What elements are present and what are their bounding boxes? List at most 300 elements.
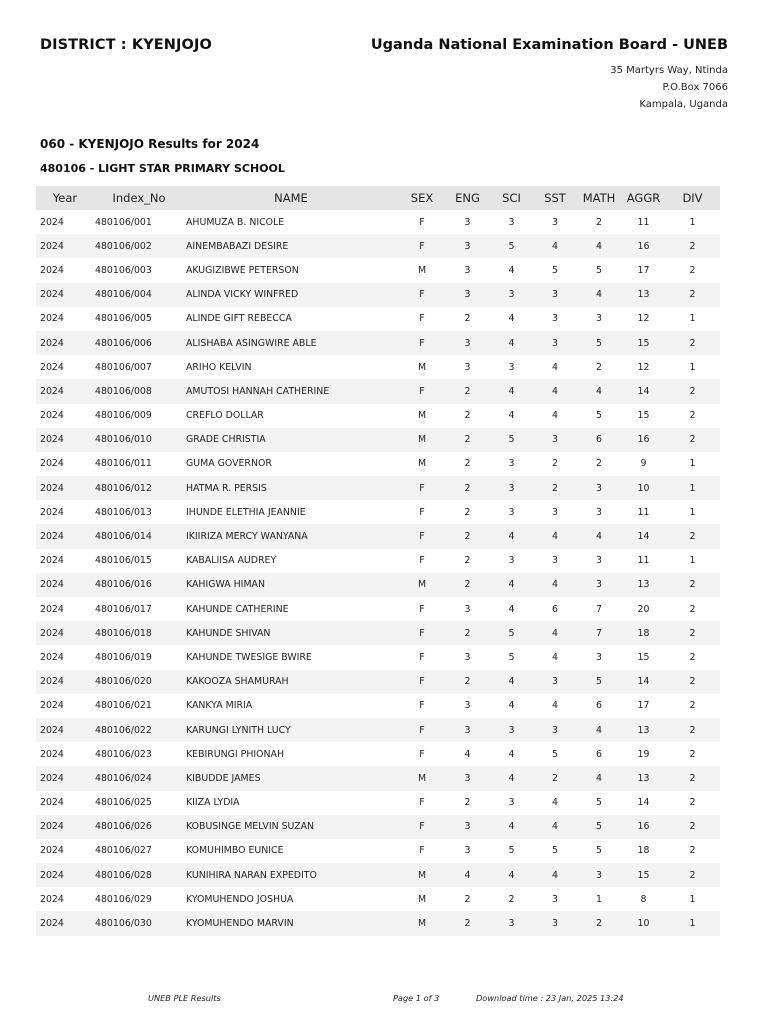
cell-eng: 2: [446, 524, 489, 548]
cell-name: GRADE CHRISTIA: [184, 428, 398, 452]
cell-index-no: 480106/004: [94, 283, 184, 307]
cell-sex: F: [419, 555, 425, 567]
cell-sex: M: [417, 264, 427, 276]
cell-eng: 2: [446, 573, 489, 597]
cell-year: 2024: [40, 845, 64, 857]
cell-year: 2024: [36, 573, 94, 597]
cell-name: KANKYA MIRIA: [186, 700, 253, 712]
cell-year: 2024: [36, 621, 94, 645]
cell-name: AKUGIZIBWE PETERSON: [186, 264, 299, 276]
table-row: [36, 839, 720, 863]
cell-eng: 3: [464, 845, 471, 857]
cell-aggr: 14: [637, 797, 650, 809]
cell-eng: 3: [446, 234, 489, 258]
cell-math: 2: [596, 458, 602, 470]
cell-aggr: 17: [637, 700, 650, 712]
cell-sex: F: [398, 670, 446, 694]
cell-sst: 4: [534, 621, 576, 645]
cell-sst: 3: [534, 670, 576, 694]
cell-div: 2: [665, 670, 720, 694]
cell-sci: 5: [508, 651, 515, 663]
cell-sst: 2: [534, 476, 576, 500]
cell-name: ARIHO KELVIN: [186, 361, 252, 373]
cell-index-no: 480106/026: [94, 815, 184, 839]
cell-year: 2024: [40, 216, 64, 228]
cell-eng: 3: [464, 264, 471, 276]
table-row: [36, 887, 720, 911]
cell-aggr: 14: [622, 670, 665, 694]
cell-eng: 3: [464, 603, 471, 615]
cell-sst: 6: [552, 603, 558, 615]
cell-year: 2024: [40, 555, 64, 567]
district-heading: DISTRICT : KYENJOJO: [40, 37, 212, 53]
cell-div: 1: [689, 216, 696, 228]
cell-year: 2024: [36, 428, 94, 452]
cell-name: ALINDE GIFT REBECCA: [186, 313, 292, 325]
cell-div: 2: [665, 524, 720, 548]
cell-year: 2024: [36, 911, 94, 935]
cell-sst: 5: [552, 264, 558, 276]
cell-index-no: 480106/007: [95, 361, 152, 373]
cell-sst: 5: [552, 748, 558, 760]
cell-sst: 4: [552, 700, 558, 712]
table-row: [36, 355, 720, 379]
cell-name: KOMUHIMBO EUNICE: [186, 845, 284, 857]
cell-aggr: 18: [637, 845, 650, 857]
table-row: [36, 815, 720, 839]
cell-math: 4: [576, 379, 622, 403]
cell-year: 2024: [36, 766, 94, 790]
cell-div: 1: [689, 893, 696, 905]
cell-index-no: 480106/027: [95, 845, 152, 857]
cell-eng: 3: [446, 815, 489, 839]
cell-year: 2024: [40, 458, 64, 470]
table-row: [36, 500, 720, 524]
cell-year: 2024: [36, 331, 94, 355]
cell-sst: 4: [552, 361, 558, 373]
cell-year: 2024: [36, 379, 94, 403]
table-row: [36, 331, 720, 355]
cell-eng: 3: [464, 700, 471, 712]
cell-index-no: 480106/006: [94, 331, 184, 355]
cell-math: 3: [596, 651, 602, 663]
cell-sci: 3: [489, 283, 534, 307]
cell-div: 2: [665, 815, 720, 839]
cell-eng: 3: [446, 766, 489, 790]
cell-math: 4: [576, 524, 622, 548]
cell-div: 2: [665, 573, 720, 597]
cell-div: 2: [665, 621, 720, 645]
cell-math: 5: [576, 815, 622, 839]
cell-div: 2: [665, 283, 720, 307]
cell-div: 2: [665, 718, 720, 742]
cell-sci: 4: [489, 331, 534, 355]
cell-name: KAHUNDE TWESIGE BWIRE: [186, 651, 312, 663]
cell-sex: F: [398, 524, 446, 548]
cell-index-no: 480106/010: [94, 428, 184, 452]
cell-eng: 2: [464, 506, 471, 518]
cell-aggr: 15: [622, 331, 665, 355]
cell-sex: F: [398, 815, 446, 839]
cell-sci: 3: [489, 476, 534, 500]
cell-year: 2024: [36, 815, 94, 839]
cell-sex: F: [398, 234, 446, 258]
cell-index-no: 480106/018: [94, 621, 184, 645]
cell-math: 5: [576, 331, 622, 355]
cell-year: 2024: [36, 524, 94, 548]
table-row: [36, 766, 720, 790]
cell-aggr: 14: [622, 379, 665, 403]
cell-sci: 3: [508, 361, 515, 373]
column-header-eng: ENG: [446, 186, 489, 210]
cell-eng: 3: [446, 283, 489, 307]
cell-index-no: 480106/022: [94, 718, 184, 742]
cell-sci: 4: [489, 815, 534, 839]
cell-sst: 3: [552, 313, 558, 325]
cell-aggr: 15: [637, 410, 650, 422]
cell-eng: 2: [446, 428, 489, 452]
cell-math: 5: [576, 670, 622, 694]
cell-name: KAHUNDE CATHERINE: [186, 603, 289, 615]
footer-download-time: Download time : 23 Jan, 2025 13:24: [476, 993, 624, 1003]
cell-sex: M: [398, 573, 446, 597]
cell-sex: F: [419, 506, 425, 518]
cell-sci: 5: [508, 845, 515, 857]
table-row: [36, 452, 720, 476]
cell-eng: 3: [464, 216, 471, 228]
cell-sst: 4: [534, 573, 576, 597]
cell-name: KOBUSINGE MELVIN SUZAN: [184, 815, 398, 839]
cell-sci: 3: [489, 718, 534, 742]
cell-div: 1: [689, 361, 696, 373]
cell-sci: 3: [508, 797, 515, 809]
address-line-pobox: P.O.Box 7066: [662, 82, 728, 93]
cell-math: 3: [596, 555, 602, 567]
cell-eng: 2: [446, 670, 489, 694]
column-header-sci: SCI: [489, 186, 534, 210]
cell-sex: F: [398, 283, 446, 307]
cell-math: 4: [576, 766, 622, 790]
column-header-math: MATH: [576, 186, 622, 210]
cell-sex: F: [419, 216, 425, 228]
cell-eng: 2: [464, 797, 471, 809]
cell-index-no: 480106/013: [95, 506, 152, 518]
table-row: [36, 307, 720, 331]
cell-index-no: 480106/001: [95, 216, 152, 228]
address-line-city: Kampala, Uganda: [639, 99, 728, 110]
cell-sex: F: [419, 313, 425, 325]
footer-page-number: Page 1 of 3: [393, 993, 440, 1003]
cell-sst: 3: [534, 718, 576, 742]
footer-report-name: UNEB PLE Results: [148, 993, 221, 1003]
cell-math: 2: [596, 361, 602, 373]
cell-sst: 5: [552, 845, 558, 857]
cell-index-no: 480106/020: [94, 670, 184, 694]
cell-sex: F: [419, 603, 425, 615]
cell-math: 2: [596, 216, 602, 228]
cell-index-no: 480106/016: [94, 573, 184, 597]
table-row: [36, 621, 720, 645]
cell-math: 1: [596, 893, 602, 905]
cell-math: 4: [576, 283, 622, 307]
cell-sex: M: [417, 410, 427, 422]
cell-sci: 4: [508, 313, 515, 325]
cell-math: 3: [596, 506, 602, 518]
cell-name: KAHIGWA HIMAN: [184, 573, 398, 597]
column-header-name: NAME: [184, 186, 398, 210]
cell-name: ALISHABA ASINGWIRE ABLE: [184, 331, 398, 355]
cell-index-no: 480106/009: [95, 410, 152, 422]
cell-sci: 4: [489, 863, 534, 887]
cell-math: 6: [596, 748, 602, 760]
cell-aggr: 16: [622, 234, 665, 258]
table-row: [36, 645, 720, 669]
cell-math: 5: [596, 264, 602, 276]
cell-math: 6: [596, 700, 602, 712]
cell-math: 5: [596, 410, 602, 422]
cell-aggr: 12: [637, 361, 650, 373]
cell-aggr: 10: [622, 476, 665, 500]
table-row: [36, 283, 720, 307]
cell-eng: 2: [446, 379, 489, 403]
column-header-div: DIV: [665, 186, 720, 210]
cell-aggr: 13: [622, 283, 665, 307]
cell-math: 5: [596, 845, 602, 857]
cell-math: 5: [596, 797, 602, 809]
cell-eng: 3: [464, 651, 471, 663]
cell-name: KYOMUHENDO MARVIN: [184, 911, 398, 935]
cell-div: 1: [689, 458, 696, 470]
cell-sex: F: [419, 845, 425, 857]
cell-index-no: 480106/003: [95, 264, 152, 276]
cell-math: 2: [576, 911, 622, 935]
table-row: [36, 573, 720, 597]
cell-sci: 3: [508, 506, 515, 518]
results-title: 060 - KYENJOJO Results for 2024: [40, 137, 260, 151]
cell-eng: 2: [464, 555, 471, 567]
cell-sci: 4: [489, 524, 534, 548]
cell-index-no: 480106/023: [95, 748, 152, 760]
cell-sci: 4: [508, 700, 515, 712]
cell-sci: 4: [489, 379, 534, 403]
cell-sci: 4: [508, 603, 515, 615]
cell-math: 3: [576, 573, 622, 597]
table-row: [36, 911, 720, 935]
cell-sex: F: [398, 476, 446, 500]
cell-div: 2: [689, 748, 696, 760]
cell-sex: F: [419, 748, 425, 760]
cell-sst: 3: [552, 506, 558, 518]
cell-sex: M: [398, 428, 446, 452]
cell-name: KIIZA LYDIA: [186, 797, 240, 809]
cell-aggr: 13: [622, 718, 665, 742]
cell-sex: F: [398, 718, 446, 742]
cell-sst: 3: [534, 283, 576, 307]
cell-sex: F: [398, 621, 446, 645]
cell-aggr: 13: [622, 766, 665, 790]
cell-div: 2: [689, 651, 696, 663]
cell-year: 2024: [40, 893, 64, 905]
cell-sst: 3: [534, 331, 576, 355]
cell-eng: 2: [464, 313, 471, 325]
cell-sci: 3: [508, 216, 515, 228]
cell-eng: 2: [464, 893, 471, 905]
cell-index-no: 480106/017: [95, 603, 152, 615]
cell-name: AHUMUZA B. NICOLE: [186, 216, 285, 228]
cell-eng: 3: [446, 331, 489, 355]
cell-math: 3: [576, 476, 622, 500]
column-header-sst: SST: [534, 186, 576, 210]
cell-index-no: 480106/014: [94, 524, 184, 548]
cell-index-no: 480106/021: [95, 700, 152, 712]
cell-year: 2024: [40, 700, 64, 712]
cell-sex: M: [398, 766, 446, 790]
cell-name: KYOMUHENDO JOSHUA: [186, 893, 294, 905]
results-table-header: [36, 186, 720, 210]
cell-index-no: 480106/024: [94, 766, 184, 790]
cell-index-no: 480106/028: [94, 863, 184, 887]
cell-sci: 5: [489, 234, 534, 258]
cell-sst: 3: [552, 555, 558, 567]
cell-sst: 4: [534, 379, 576, 403]
cell-aggr: 13: [622, 573, 665, 597]
cell-name: GUMA GOVERNOR: [186, 458, 272, 470]
cell-year: 2024: [40, 603, 64, 615]
cell-div: 1: [665, 476, 720, 500]
cell-sci: 5: [489, 621, 534, 645]
cell-name: KARUNGI LYNITH LUCY: [184, 718, 398, 742]
cell-sci: 4: [489, 766, 534, 790]
cell-div: 2: [665, 379, 720, 403]
cell-div: 2: [665, 331, 720, 355]
cell-sci: 4: [508, 264, 515, 276]
table-row: [36, 791, 720, 815]
cell-year: 2024: [40, 410, 64, 422]
cell-eng: 3: [446, 718, 489, 742]
school-title: 480106 - LIGHT STAR PRIMARY SCHOOL: [40, 162, 285, 175]
results-table-body: [36, 210, 720, 936]
cell-div: 2: [689, 700, 696, 712]
table-row: [36, 863, 720, 887]
cell-math: 4: [576, 234, 622, 258]
header-row: [36, 186, 720, 210]
cell-year: 2024: [40, 748, 64, 760]
cell-sst: 4: [534, 815, 576, 839]
cell-year: 2024: [36, 863, 94, 887]
cell-div: 2: [665, 234, 720, 258]
cell-year: 2024: [40, 797, 64, 809]
cell-name: CREFLO DOLLAR: [186, 410, 264, 422]
cell-aggr: 17: [637, 264, 650, 276]
cell-index-no: 480106/025: [95, 797, 152, 809]
cell-sex: F: [398, 379, 446, 403]
cell-year: 2024: [40, 264, 64, 276]
cell-div: 2: [689, 603, 696, 615]
cell-aggr: 11: [637, 506, 650, 518]
cell-index-no: 480106/005: [95, 313, 152, 325]
cell-sst: 2: [534, 766, 576, 790]
cell-math: 7: [596, 603, 602, 615]
cell-eng: 4: [446, 863, 489, 887]
cell-sst: 4: [534, 863, 576, 887]
table-row: [36, 718, 720, 742]
cell-aggr: 11: [637, 216, 650, 228]
cell-year: 2024: [36, 283, 94, 307]
cell-eng: 2: [446, 476, 489, 500]
cell-aggr: 18: [622, 621, 665, 645]
cell-aggr: 10: [622, 911, 665, 935]
cell-div: 2: [665, 766, 720, 790]
cell-name: IKIIRIZA MERCY WANYANA: [184, 524, 398, 548]
cell-year: 2024: [36, 670, 94, 694]
cell-year: 2024: [40, 651, 64, 663]
cell-sex: F: [419, 700, 425, 712]
cell-div: 2: [665, 863, 720, 887]
cell-sst: 3: [552, 216, 558, 228]
table-row: [36, 524, 720, 548]
cell-div: 2: [689, 410, 696, 422]
cell-eng: 2: [446, 621, 489, 645]
cell-sex: M: [417, 361, 427, 373]
cell-eng: 4: [464, 748, 471, 760]
cell-sci: 4: [508, 410, 515, 422]
cell-div: 1: [689, 506, 696, 518]
cell-sex: M: [417, 893, 427, 905]
cell-aggr: 19: [637, 748, 650, 760]
cell-sst: 4: [552, 651, 558, 663]
table-row: [36, 742, 720, 766]
cell-index-no: 480106/029: [95, 893, 152, 905]
table-row: [36, 428, 720, 452]
cell-year: 2024: [36, 718, 94, 742]
table-row: [36, 549, 720, 573]
table-row: [36, 694, 720, 718]
cell-math: 6: [576, 428, 622, 452]
cell-name: KABALIISA AUDREY: [186, 555, 277, 567]
cell-div: 2: [689, 264, 696, 276]
cell-name: KEBIRUNGI PHIONAH: [186, 748, 284, 760]
results-table: [36, 186, 720, 936]
cell-sst: 4: [534, 234, 576, 258]
cell-year: 2024: [40, 506, 64, 518]
cell-index-no: 480106/019: [95, 651, 152, 663]
cell-name: AMUTOSI HANNAH CATHERINE: [184, 379, 398, 403]
cell-year: 2024: [36, 476, 94, 500]
cell-eng: 2: [464, 458, 471, 470]
cell-index-no: 480106/015: [95, 555, 152, 567]
cell-index-no: 480106/030: [94, 911, 184, 935]
cell-sex: M: [398, 911, 446, 935]
cell-aggr: 9: [640, 458, 647, 470]
table-row: [36, 670, 720, 694]
cell-eng: 3: [464, 361, 471, 373]
column-header-index-no: Index_No: [94, 186, 184, 210]
cell-math: 3: [596, 313, 602, 325]
cell-sst: 4: [552, 410, 558, 422]
cell-index-no: 480106/012: [94, 476, 184, 500]
board-heading: Uganda National Examination Board - UNEB: [370, 37, 728, 53]
cell-div: 2: [689, 797, 696, 809]
cell-name: HATMA R. PERSIS: [184, 476, 398, 500]
cell-div: 2: [689, 845, 696, 857]
table-row: [36, 597, 720, 621]
cell-sst: 2: [552, 458, 558, 470]
cell-sex: F: [419, 651, 425, 663]
cell-aggr: 15: [637, 651, 650, 663]
cell-aggr: 11: [637, 555, 650, 567]
cell-math: 4: [576, 718, 622, 742]
column-header-year: Year: [36, 186, 94, 210]
